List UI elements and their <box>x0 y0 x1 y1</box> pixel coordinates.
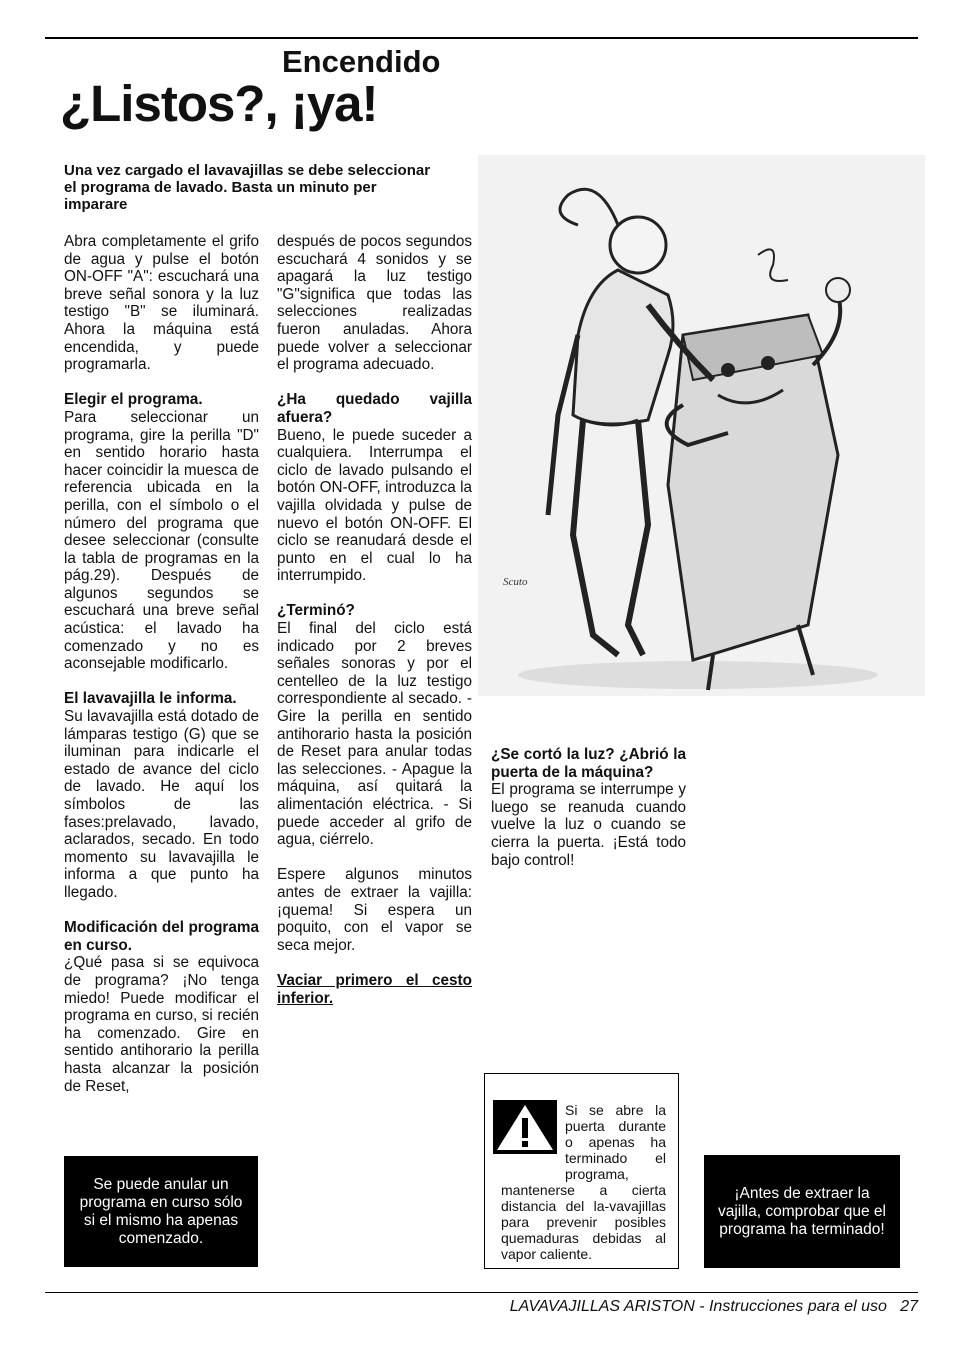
note-cancel-program: Se puede anular un programa en curso sólo si el mismo ha apenas comenzado. <box>64 1156 258 1267</box>
note-check-finished: ¡Antes de extraer la vajilla, comprobar que el programa ha terminado! <box>704 1155 900 1268</box>
column-right <box>491 746 686 887</box>
section-modify-program <box>64 919 259 1095</box>
section-power-cut <box>491 746 686 869</box>
column-middle <box>277 233 472 1025</box>
column-left <box>64 233 259 1113</box>
warning-box <box>484 1073 679 1269</box>
text-finished: El final del ciclo está indicado por 2 breves señales sonoras y por el centelleo de la luz testigo correspondiente al secado. - Gire la perilla en sentido antihorario hasta la posición de Reset para anular todas las selecciones. - Apague la máquina, así quitará la alimentación eléctrica. - Si puede acceder al grifo de agua, ciérrelo. <box>277 620 472 849</box>
section-finished <box>277 602 472 848</box>
page-footer <box>510 1298 918 1316</box>
top-rule <box>45 37 918 39</box>
heading-choose-program: Elegir el programa. <box>64 391 203 409</box>
warning-text-wrap <box>501 1102 666 1262</box>
footer-text: - Instrucciones para el uso 27 <box>694 1298 918 1315</box>
section-informs <box>64 690 259 901</box>
heading-finished: ¿Terminó? <box>277 602 355 620</box>
text-power-cut: El programa se interrumpe y luego se reanuda cuando vuelve la luz o cuando se cierra la puerta. ¡Está todo bajo control! <box>491 781 686 869</box>
heading-modify-program: Modificación del programa en curso. <box>64 919 259 954</box>
heading-power-cut: ¿Se cortó la luz? ¿Abrió la puerta de la máquina? <box>491 746 686 781</box>
warning-text: Si se abre la puerta durante o apenas ha terminado el programa, mantenerse a cierta distancia del la-vavajillas para prevenir posibles quemaduras debidas al vapor caliente. <box>501 1102 666 1262</box>
text-informs: Su lavavajilla está dotado de lámparas testigo (G) que se iluminan para indicarle el estado de avance del ciclo de lavado. He aquí los símbolos de las fases:prelavado, lavado, aclarados, secado. En todo momento su lavavajilla le informa a que punto ha llegado. <box>64 708 259 901</box>
paragraph-wait: Espere algunos minutos antes de extraer la vajilla: ¡quema! Si espera un poquito, con el vapor se seca mejor. <box>277 866 472 954</box>
page-subtitle: Encendido <box>282 44 441 79</box>
paragraph-reset-continued: después de pocos segundos escuchará 4 sonidos y se apagará la luz testigo "G"significa que todas las selecciones realizadas fueron anuladas. Ahora puede volver a seleccionar el programa adecuado. <box>277 233 472 374</box>
section-choose-program <box>64 391 259 673</box>
text-modify-program: ¿Qué pasa si se equivoca de programa? ¡No tenga miedo! Puede modificar el programa en curso, si recién ha comenzado. Gire en sentido antihorario la perilla hasta alcanzar la posición de Reset, <box>64 954 259 1095</box>
page-title: ¿Listos?, ¡ya! <box>60 75 378 132</box>
text-forgotten-dishes: Bueno, le puede suceder a cualquiera. Interrumpa el ciclo de lavado pulsando el botón ON-OFF, introduzca la vajilla olvidada y pulse de nuevo el botón ON-OFF. El ciclo se reanudará desde el punto en el cual lo ha interrumpido. <box>277 426 472 585</box>
artist-signature: Scuto <box>503 576 528 588</box>
footer-brand: LAVAVAJILLAS ARISTON <box>509 1298 695 1315</box>
heading-informs: El lavavajilla le informa. <box>64 690 237 708</box>
text-choose-program: Para seleccionar un programa, gire la perilla "D" en sentido horario hasta hacer coincidir la muesca de referencia ubicada en la perilla, con el símbolo o el número del programa que desee seleccionar (consulte la tabla de programas en la pág.29). Después de algunos segundos se escuchará una breve señal acústica: el lavado ha comenzado y no es aconsejable modificarlo. <box>64 408 259 673</box>
heading-forgotten-dishes: ¿Ha quedado vajilla afuera? <box>277 391 472 426</box>
empty-lower-basket-note: Vaciar primero el cesto inferior. <box>277 971 472 1007</box>
dishwasher-illustration <box>478 155 925 696</box>
section-forgotten-dishes <box>277 391 472 585</box>
bottom-rule <box>45 1292 918 1293</box>
paragraph-power-on: Abra completamente el grifo de agua y pulse el botón ON-OFF "A": escuchará una breve señal sonora y la luz testigo "B" se iluminará. Ahora la máquina está encendida, y puede programarla. <box>64 233 259 374</box>
intro-paragraph: Una vez cargado el lavavajillas se debe seleccionar el programa de lavado. Basta un minuto per imparare <box>64 162 431 213</box>
